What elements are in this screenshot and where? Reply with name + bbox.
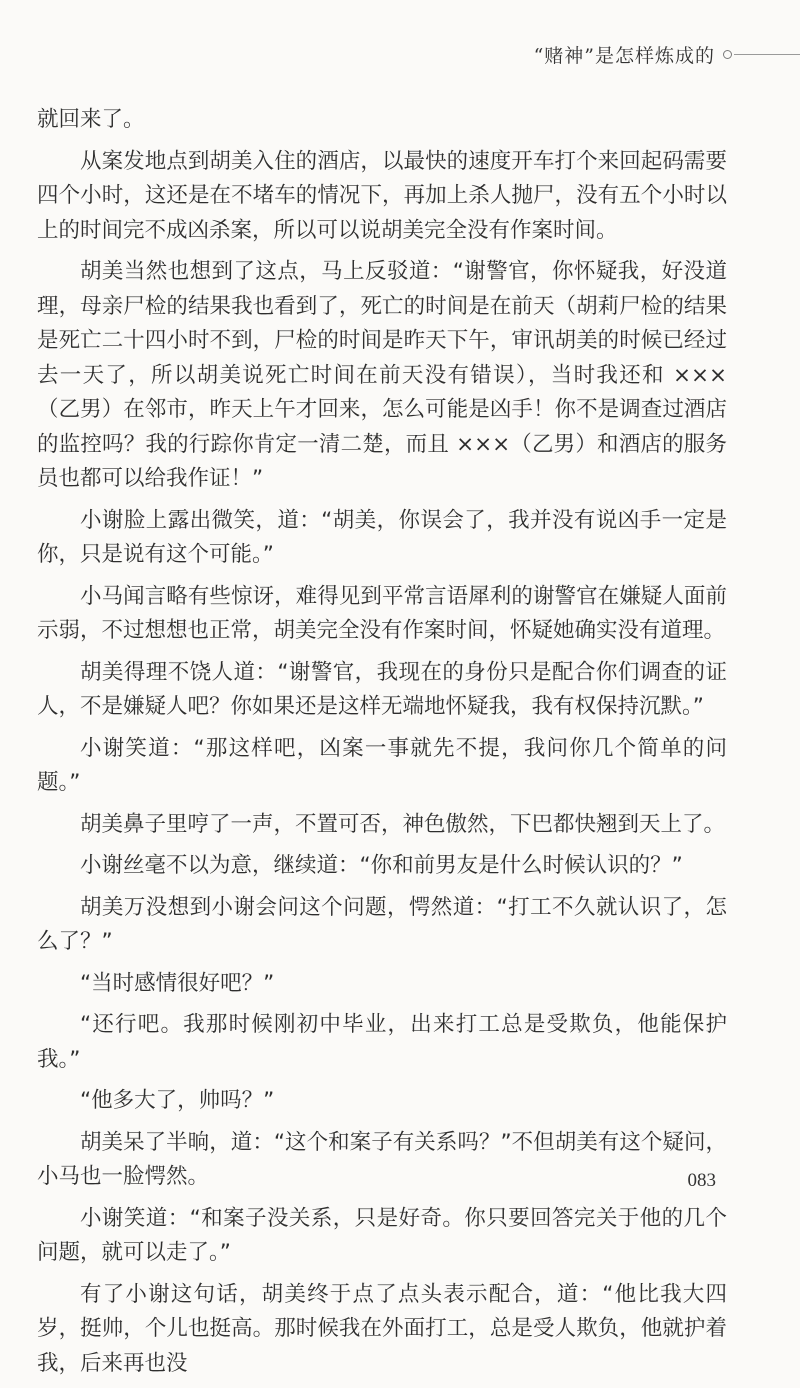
header-rule (734, 54, 800, 55)
paragraph: 胡美呆了半晌，道：“这个和案子有关系吗？”不但胡美有这个疑问，小马也一脸愕然。 (37, 1129, 727, 1189)
paragraph: “当时感情很好吧？” (80, 970, 275, 996)
body-text (37, 103, 727, 1388)
circle-ornament-icon (723, 50, 732, 59)
paragraph: 小谢脸上露出微笑，道：“胡美，你误会了，我并没有说凶手一定是你，只是说有这个可能。” (37, 507, 727, 567)
paragraph: 有了小谢这句话，胡美终于点了点头表示配合，道：“他比我大四岁，挺帅，个儿也挺高。那时候我在外面打工，总是受人欺负，他就护着我，后来再也没 (37, 1281, 727, 1376)
paragraph: 小谢笑道：“和案子没关系，只是好奇。你只要回答完关于他的几个问题，就可以走了。” (37, 1205, 727, 1265)
paragraph: 就回来了。 (37, 107, 145, 132)
paragraph: 小谢笑道：“那这样吧，凶案一事就先不提，我问你几个简单的问题。” (37, 735, 727, 795)
running-title: “赌神”是怎样炼成的 (533, 44, 715, 67)
paragraph: 小谢丝毫不以为意，继续道：“你和前男友是什么时候认识的？” (80, 853, 683, 878)
page-number: 083 (687, 1170, 716, 1191)
paragraph: 胡美得理不饶人道：“谢警官，我现在的身份只是配合你们调查的证人，不是嫌疑人吧？你如果还是这样无端地怀疑我，我有权保持沉默。” (37, 659, 727, 719)
paragraph: 胡美当然也想到了这点，马上反驳道：“谢警官，你怀疑我，好没道理，母亲尸检的结果我也看到了，死亡的时间是在前天（胡莉尸检的结果是死亡二十四小时不到，尸检的时间是昨天下午，审讯胡美的时候已经过去一天了，所以胡美说死亡时间在前天没有错误），当时我还和 ×××（乙男）在邻市，昨天上午才回来，怎么可能是凶手！你不是调查过酒店的监控吗？我的行踪你肯定一清二楚，而且 ×××（乙男）和酒店的服务员也都可以给我作证！” (37, 259, 727, 491)
paragraph: 小马闻言略有些惊讶，难得见到平常言语犀利的谢警官在嫌疑人面前示弱，不过想想也正常，胡美完全没有作案时间，怀疑她确实没有道理。 (37, 583, 727, 643)
paragraph: 胡美万没想到小谢会问这个问题，愕然道：“打工不久就认识了，怎么了？” (37, 894, 727, 954)
paragraph: “还行吧。我那时候刚初中毕业，出来打工总是受欺负，他能保护我。” (37, 1012, 727, 1072)
paragraph: 从案发地点到胡美入住的酒店，以最快的速度开车打个来回起码需要四个小时，这还是在不堵车的情况下，再加上杀人抛尸，没有五个小时以上的时间完不成凶杀案，所以可以说胡美完全没有作案时间。 (37, 148, 727, 243)
paragraph: “他多大了，帅吗？” (80, 1088, 275, 1113)
paragraph: 胡美鼻子里哼了一声，不置可否，神色傲然，下巴都快翘到天上了。 (80, 811, 726, 837)
running-header (534, 36, 800, 72)
